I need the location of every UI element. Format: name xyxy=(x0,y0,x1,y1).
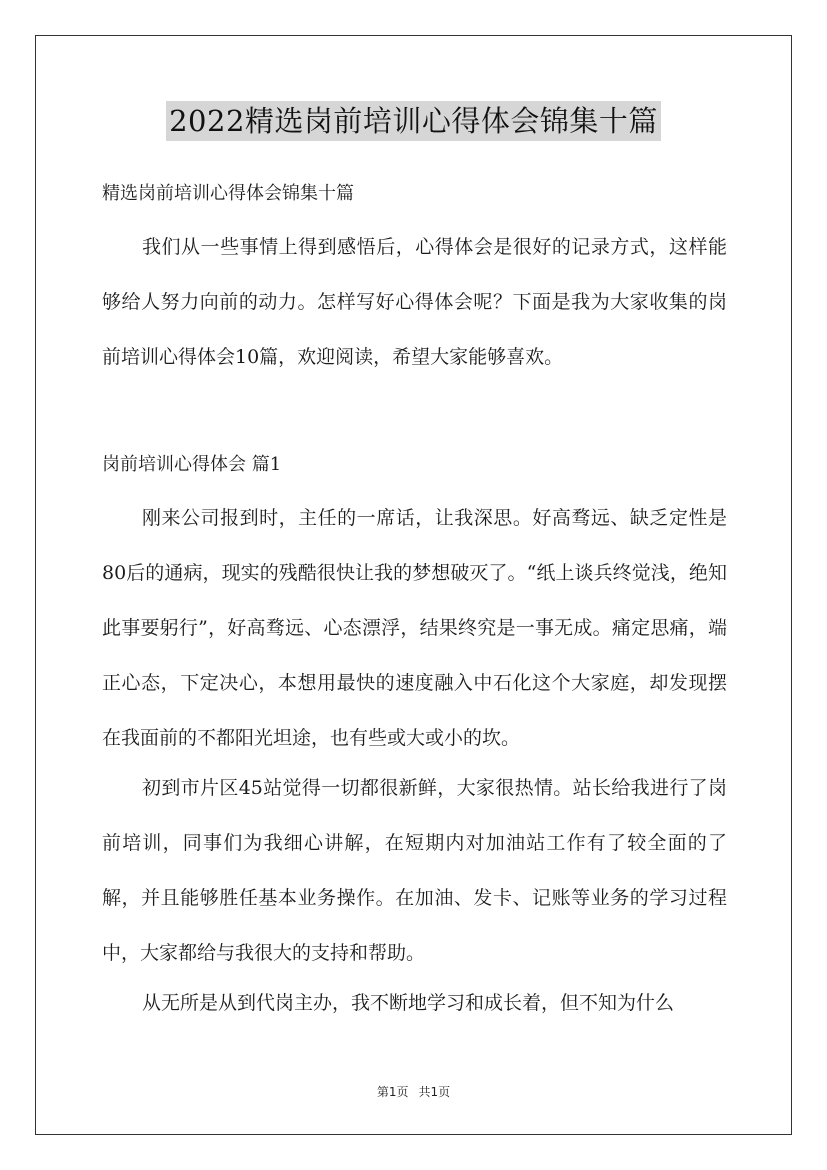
document-title: 2022精选岗前培训心得体会锦集十篇 xyxy=(166,101,661,141)
body-paragraph-2: 初到市片区45站觉得一切都很新鲜，大家很热情。站长给我进行了岗前培训，同事们为我细心讲解，在短期内对加油站工作有了较全面的了解，并且能够胜任基本业务操作。在加油、发卡、记账等业务的学习过程中，大家都给与我很大的支持和帮助。 xyxy=(102,777,727,964)
document-subtitle: 精选岗前培训心得体会锦集十篇 xyxy=(102,183,354,204)
page-number: 第1页 xyxy=(376,1085,409,1099)
body-paragraph-1: 刚来公司报到时，主任的一席话，让我深思。好高骛远、缺乏定性是80后的通病，现实的残酷很快让我的梦想破灭了。“纸上谈兵终觉浅，绝知此事要躬行”，好高骛远、心态漂浮，结果终究是一事无成。痛定思痛，端正心态，下定决心，本想用最快的速度融入中石化这个大家庭，却发现摆在我面前的不都阳光坦途，也有些或大或小的坎。 xyxy=(102,507,727,749)
intro-paragraph: 我们从一些事情上得到感悟后，心得体会是很好的记录方式，这样能够给人努力向前的动力。怎样写好心得体会呢？下面是我为大家收集的岗前培训心得体会10篇，欢迎阅读，希望大家能够喜欢。 xyxy=(102,236,727,368)
page-footer xyxy=(0,1083,827,1101)
title-container xyxy=(0,101,827,141)
body-paragraph-3: 从无所是从到代岗主办，我不断地学习和成长着，但不知为什么 xyxy=(142,992,675,1014)
section-heading: 岗前培训心得体会 篇1 xyxy=(102,454,282,475)
page-total: 共1页 xyxy=(418,1085,451,1099)
